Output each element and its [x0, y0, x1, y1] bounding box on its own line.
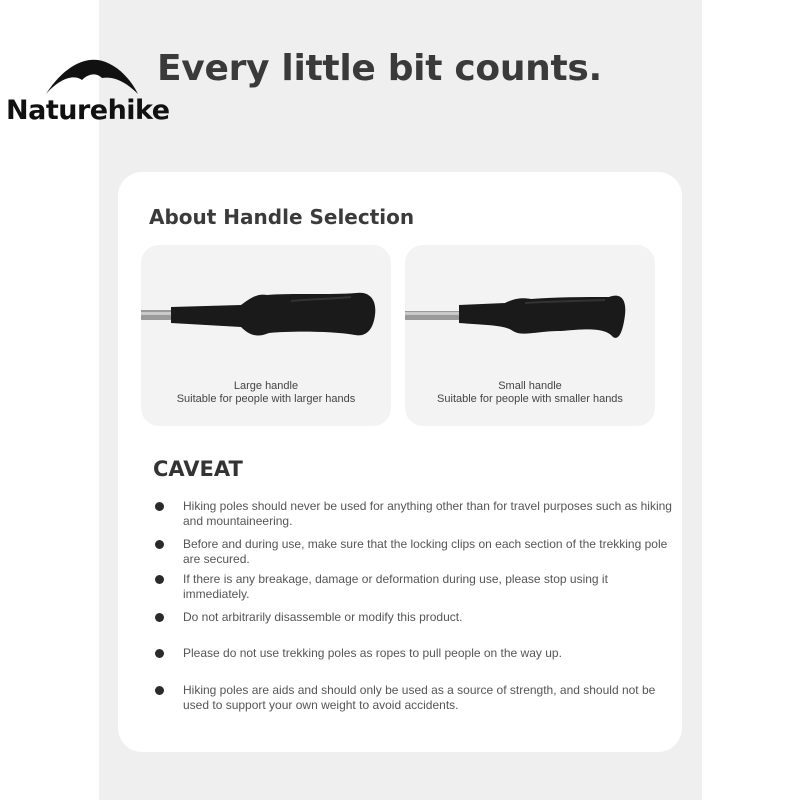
large-handle-image: [141, 285, 391, 355]
handle-section-title: About Handle Selection: [149, 205, 415, 229]
brand-name: Naturehike: [6, 95, 170, 126]
caveat-text: Hiking poles should never be used for anything other than for travel purposes such as hiking and mountaineering.: [183, 499, 672, 528]
small-handle-caption: [405, 380, 655, 406]
caveat-text: Hiking poles are aids and should only be used as a source of strength, and should not be used to support your own weight to avoid accidents.: [183, 683, 656, 712]
large-handle-name: Large handle: [233, 380, 299, 392]
mountain-logo-icon: [46, 56, 138, 96]
bullet-icon: [155, 575, 164, 584]
small-handle-image: [405, 285, 655, 355]
small-handle-name: Small handle: [498, 380, 562, 392]
large-handle-caption: [141, 380, 391, 406]
bullet-icon: [155, 613, 164, 622]
bullet-icon: [155, 649, 164, 658]
info-card: [118, 172, 682, 752]
caveat-text: Do not arbitrarily disassemble or modify this product.: [183, 610, 463, 624]
large-handle-description: Suitable for people with larger hands: [176, 393, 356, 405]
small-handle-description: Suitable for people with smaller hands: [437, 393, 623, 405]
brand-logo: [6, 56, 176, 128]
caveat-title: CAVEAT: [153, 457, 243, 481]
caveat-text: Before and during use, make sure that the locking clips on each section of the trekking pole are secured.: [183, 537, 668, 566]
page-headline: Every little bit counts.: [157, 48, 602, 89]
bullet-icon: [155, 540, 164, 549]
large-handle-card: [141, 245, 391, 426]
caveat-text: Please do not use trekking poles as ropes to pull people on the way up.: [183, 646, 562, 660]
bullet-icon: [155, 686, 164, 695]
small-handle-card: [405, 245, 655, 426]
caveat-text: If there is any breakage, damage or deformation during use, please stop using it immediately.: [183, 572, 608, 601]
bullet-icon: [155, 502, 164, 511]
